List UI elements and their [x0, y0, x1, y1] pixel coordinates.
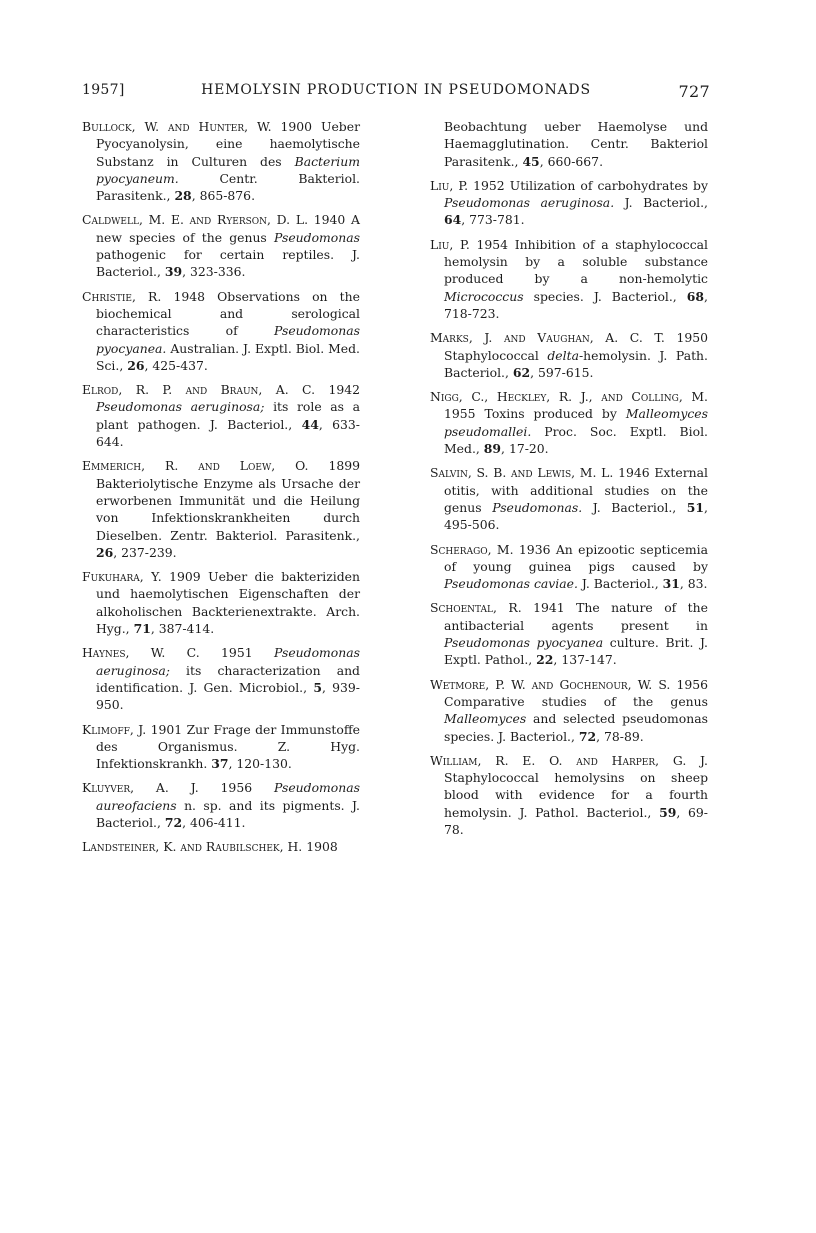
reference-year: 1956 [220, 780, 253, 796]
reference-journal: species. J. Bacteriol., [533, 288, 677, 304]
reference-pages: 137-147. [561, 652, 617, 668]
reference-text: External otitis, with additional studies on the genus [444, 465, 708, 515]
reference-item: Scherago, M. 1936 An epizootic septicemia of young guinea pigs caused by Pseudomonas caviae. J. Bacteriol., 31, 83. [430, 541, 708, 592]
reference-text: Inhibition of a staphylococcal hemolysin by a soluble substance produced by a non-hemolytic [444, 236, 708, 287]
reference-italic: Pseudomonas. [492, 499, 583, 515]
reference-journal: -hemolysin. J. Path. Bacteriol., [444, 347, 708, 380]
reference-pages: 425-437. [152, 357, 208, 373]
reference-item: Emmerich, R. and Loew, O. 1899 Bakteriolytische Enzyme als Ursache der erworbenen Immunität und die Heilung von Infektionskrankheiten durch Dieselben. Zentr. Bakteriol. Parasitenk., 26, 237-239. [82, 458, 360, 560]
reference-pages: 597-615. [538, 364, 594, 380]
reference-text: Ueber Pyocyanolysin, eine haemolytische Substanz in Culturen des [96, 119, 360, 169]
reference-authors: Scherago, M. [430, 541, 514, 557]
reference-year: 1955 [444, 406, 476, 422]
reference-volume: 5 [313, 679, 322, 695]
reference-italic: Micrococcus [444, 288, 524, 304]
reference-volume: 71 [133, 621, 151, 637]
reference-italic: Malleomyces pseudomallei. [444, 406, 708, 439]
reference-year: 1900 [280, 119, 313, 134]
reference-volume: 72 [578, 728, 597, 744]
reference-authors: Landsteiner, K. and Raubilschek, H. [82, 839, 303, 855]
reference-journal: its characterization and identification. J. Gen. Microbiol., [96, 662, 360, 695]
reference-authors: Haynes, W. C. [82, 645, 200, 661]
reference-text: Staphylococcal [444, 347, 539, 363]
reference-text: Zur Frage der Immunstoffe des Organismus. Z. Hyg. Infektionskrankh. [96, 721, 360, 772]
running-header [82, 82, 710, 104]
reference-pages: 939-950. [96, 679, 360, 713]
reference-journal: culture. Brit. J. Exptl. Pathol., [444, 635, 708, 668]
reference-authors: Nigg, C., Heckley, R. J., and Colling, M. [430, 389, 708, 405]
reference-italic: Pseudomonas aeruginosa; [96, 399, 265, 415]
reference-year: 1950 [676, 330, 708, 346]
reference-journal: J. Bacteriol., [592, 499, 677, 515]
reference-year: 1936 [518, 541, 551, 557]
reference-item: Christie, R. 1948 Observations on the biochemical and serological characteristics of Pseudomonas pyocyanea. Australian. J. Exptl. Biol. Med. Sci., 26, 425-437. [82, 288, 360, 373]
reference-italic: Pseudomonas pyocyanea [444, 635, 604, 651]
reference-volume: 22 [536, 652, 554, 668]
reference-authors: Fukuhara, Y. [82, 569, 162, 585]
reference-year: 1946 [618, 465, 650, 481]
reference-pages: 69-78. [444, 804, 708, 837]
reference-year: 1948 [173, 288, 205, 304]
reference-year: 1899 [328, 458, 360, 474]
reference-journal: Australian. J. Exptl. Biol. Med. Sci., [96, 340, 360, 373]
reference-item: Kluyver, A. J. 1956 Pseudomonas aureofaciens n. sp. and its pigments. J. Bacteriol., 72, 406-411. [82, 780, 360, 830]
reference-italic: delta [547, 347, 579, 363]
reference-journal: its role as a plant pathogen. J. Bacteriol., [96, 399, 360, 432]
reference-item: Haynes, W. C. 1951 Pseudomonas aeruginosa; its characterization and identification. J. Gen. Microbiol., 5, 939-950. [82, 645, 360, 713]
reference-text: Observations on the biochemical and serological characteristics of [96, 288, 360, 339]
reference-year: 1908 [306, 839, 338, 855]
reference-italic: Pseudomonas caviae. [444, 576, 578, 592]
reference-item: Wetmore, P. W. and Gochenour, W. S. 1956 Comparative studies of the genus Malleomyces and selected pseudomonas species. J. Bacteriol., 72, 78-89. [430, 676, 708, 744]
reference-authors: Kluyver, A. J. [82, 780, 199, 796]
reference-item: Caldwell, M. E. and Ryerson, D. L. 1940 A new species of the genus Pseudomonas pathogenic for certain reptiles. J. Bacteriol., 39, 323-336. [82, 212, 360, 280]
reference-year: 1942 [328, 382, 360, 398]
reference-volume: 37 [211, 756, 229, 772]
reference-authors: Caldwell, M. E. and Ryerson, D. L. [82, 212, 309, 228]
reference-text: Staphylococcal hemolysins on sheep blood with evidence for a fourth hemolysin. J. Pathol. Bacteriol., [444, 770, 708, 820]
reference-volume: 26 [96, 544, 114, 560]
reference-volume: 44 [301, 416, 319, 432]
reference-authors: Christie, R. [82, 288, 162, 304]
reference-authors: Liu, P. [430, 177, 469, 193]
reference-italic: Pseudomonas pyocyanea. [96, 323, 360, 356]
reference-authors: Elrod, R. P. and Braun, A. C. [82, 382, 316, 398]
reference-authors: Liu, P. [430, 236, 470, 252]
reference-continuation: Beobachtung ueber Haemolyse und Haemagglutination. Centr. Bakteriol Parasitenk., 45, 660-667. [444, 119, 708, 169]
reference-pages: 633-644. [96, 416, 360, 450]
reference-volume: 89 [483, 441, 502, 457]
reference-year: 1954 [476, 236, 509, 252]
reference-item: Nigg, C., Heckley, R. J., and Colling, M. 1955 Toxins produced by Malleomyces pseudomallei. Proc. Soc. Exptl. Biol. Med., 89, 17-20. [430, 389, 708, 457]
reference-text: Toxins produced by [484, 406, 617, 422]
reference-authors: Emmerich, R. and Loew, O. [82, 458, 309, 474]
reference-journal: and selected pseudomonas species. J. Bacteriol., [444, 711, 708, 744]
reference-pages: 773-781. [469, 212, 525, 228]
reference-text: Comparative studies of the genus [444, 693, 708, 709]
reference-year: 1901 [150, 721, 183, 737]
reference-item: Klimoff, J. 1901 Zur Frage der Immunstoffe des Organismus. Z. Hyg. Infektionskrankh. 37, 120-130. [82, 721, 360, 772]
left-column [82, 118, 360, 863]
reference-pages: 865-876. [199, 188, 256, 204]
reference-text: Bakteriolytische Enzyme als Ursache der erworbenen Immunität und die Heilung von Infektionskrankheiten durch Dieselben. Zentr. Bakteriol. Parasitenk., [96, 475, 360, 543]
reference-journal: pathogenic for certain reptiles. J. Bacteriol., [96, 247, 360, 280]
reference-volume: 68 [686, 288, 705, 304]
reference-text: The nature of the antibacterial agents present in [444, 600, 708, 633]
reference-item: Elrod, R. P. and Braun, A. C. 1942 Pseudomonas aeruginosa; its role as a plant pathogen. J. Bacteriol., 44, 633-644. [82, 382, 360, 450]
reference-item: Bullock, W. and Hunter, W. 1900 Ueber Pyocyanolysin, eine haemolytische Substanz in Culturen des Bacterium pyocyaneum. Centr. Bakteriol. Parasitenk., 28, 865-876. [82, 119, 360, 204]
reference-item: Fukuhara, Y. 1909 Ueber die bakteriziden und haemolytischen Eigenschaften der alkoholischen Backterienextrakte. Arch. Hyg., 71, 387-414. [82, 569, 360, 637]
reference-journal: J. Bacteriol., [581, 576, 659, 592]
reference-authors: Salvin, S. B. and Lewis, M. L. [430, 465, 614, 481]
reference-text: An epizootic septicemia of young guinea pigs caused by [444, 541, 708, 574]
reference-item: William, R. E. O. and Harper, G. J. Staphylococcal hemolysins on sheep blood with evidence for a fourth hemolysin. J. Pathol. Bacteriol., 59, 69-78. [430, 752, 708, 837]
reference-italic: Pseudomonas aeruginosa. [444, 195, 615, 211]
reference-year: 1956 [676, 676, 708, 692]
reference-year: 1951 [221, 645, 253, 661]
reference-pages: 120-130. [236, 756, 292, 772]
reference-volume: 39 [164, 264, 183, 280]
reference-authors: Bullock, W. and Hunter, W. [82, 119, 272, 134]
reference-authors: Klimoff, J. [82, 721, 147, 737]
page-number: 727 [678, 82, 710, 101]
reference-pages: 83. [687, 576, 708, 592]
reference-italic: Pseudomonas aeruginosa; [96, 645, 360, 678]
reference-authors: William, R. E. O. and Harper, G. J. [430, 752, 708, 768]
reference-authors: Marks, J. and Vaughan, A. C. T. [430, 330, 665, 346]
reference-volume: 31 [662, 576, 680, 592]
reference-italic: Bacterium pyocyaneum. [96, 153, 360, 186]
reference-authors: Wetmore, P. W. and Gochenour, W. S. [430, 676, 671, 692]
right-column [430, 118, 708, 845]
reference-journal: n. sp. and its pigments. J. Bacteriol., [96, 797, 360, 830]
reference-italic: Malleomyces [444, 711, 527, 727]
reference-pages: 78-89. [604, 728, 644, 744]
reference-year: 1952 [473, 177, 505, 193]
reference-text: A new species of the genus [96, 212, 360, 245]
reference-year: 1909 [169, 569, 201, 585]
reference-pages: 237-239. [121, 544, 177, 560]
header-title: HEMOLYSIN PRODUCTION IN PSEUDOMONADS [201, 82, 591, 98]
reference-pages: 387-414. [158, 621, 215, 637]
reference-volume: 26 [127, 357, 145, 373]
reference-item: Liu, P. 1952 Utilization of carbohydrates by Pseudomonas aeruginosa. J. Bacteriol., 64, 773-781. [430, 177, 708, 228]
reference-text: Ueber die bakteriziden und haemolytischen Eigenschaften der alkoholischen Backterienextrakte. Arch. Hyg., [96, 569, 360, 637]
reference-pages: 17-20. [508, 441, 549, 457]
reference-volume: 64 [444, 212, 462, 228]
reference-volume: 51 [686, 499, 705, 515]
reference-italic: Pseudomonas aureofaciens [96, 780, 360, 813]
reference-item: Salvin, S. B. and Lewis, M. L. 1946 External otitis, with additional studies on the genus Pseudomonas. J. Bacteriol., 51, 495-506. [430, 465, 708, 533]
reference-year: 1940 [313, 212, 346, 228]
reference-pages: 718-723. [444, 305, 500, 321]
reference-item [82, 838, 360, 855]
reference-volume: 59 [659, 804, 677, 820]
reference-item: Schoental, R. 1941 The nature of the antibacterial agents present in Pseudomonas pyocyanea culture. Brit. J. Exptl. Pathol., 22, 137-147. [430, 600, 708, 668]
reference-volume: 72 [164, 814, 183, 830]
reference-pages: 495-506. [444, 517, 500, 533]
reference-journal: J. Bacteriol., [624, 195, 708, 211]
reference-journal: Proc. Soc. Exptl. Biol. Med., [444, 423, 708, 457]
reference-italic: Pseudomonas [273, 229, 360, 245]
reference-volume: 28 [174, 188, 192, 204]
reference-pages: 323-336. [190, 264, 246, 280]
reference-journal: Centr. Bakteriol. Parasitenk., [96, 170, 360, 204]
reference-authors: Schoental, R. [430, 600, 522, 616]
reference-year: 1941 [533, 600, 565, 616]
reference-item: Liu, P. 1954 Inhibition of a staphylococcal hemolysin by a soluble substance produced by a non-hemolytic Micrococcus species. J. Bacteriol., 68, 718-723. [430, 236, 708, 321]
reference-pages: 406-411. [190, 814, 246, 830]
reference-text: Utilization of carbohydrates by [509, 177, 708, 193]
header-year: 1957] [82, 82, 125, 98]
reference-item: Marks, J. and Vaughan, A. C. T. 1950 Staphylococcal delta-hemolysin. J. Path. Bacteriol., 62, 597-615. [430, 330, 708, 380]
reference-volume: 62 [512, 364, 531, 380]
